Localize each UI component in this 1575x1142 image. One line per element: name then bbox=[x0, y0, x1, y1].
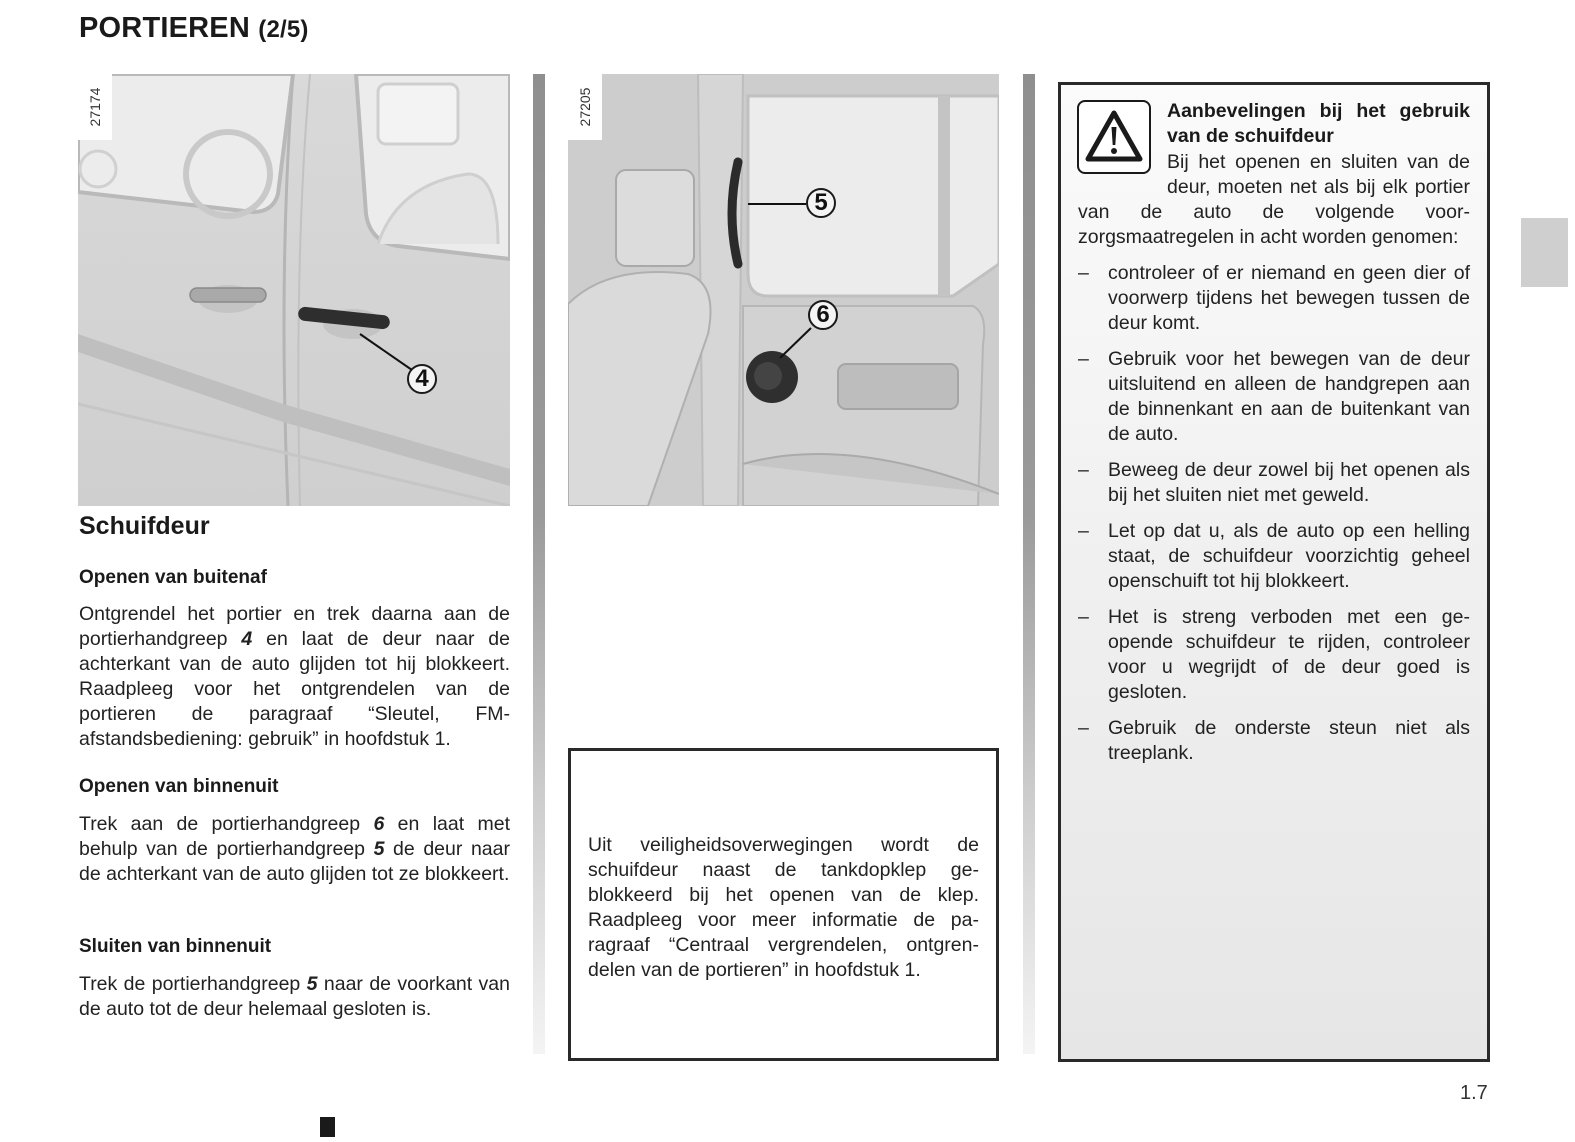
page-indicator: (2/5) bbox=[258, 16, 309, 43]
warning-title: Aanbevelingen bij het gebruik van de schuifdeur bbox=[1167, 100, 1470, 147]
paragraph-open-outside: Ontgrendel het portier en trek daarna aan de portierhandgreep 4 en laat de deur naar de achterkant van de auto glijden tot hij blokkeert. Raadpleeg voor het ontgrendelen van de portieren de paragraaf “Sleutel, FM-afstandsbediening: gebruik” in hoofdstuk 1. bbox=[79, 603, 510, 750]
column-separator bbox=[1023, 74, 1035, 1054]
warning-box bbox=[1058, 82, 1490, 1062]
paragraph-close-inside: Trek de portierhandgreep 5 naar de voorkant van de auto tot de deur helemaal gesloten is. bbox=[79, 973, 511, 1020]
warning-item: – Gebruik de onderste steun niet als treeplank. bbox=[1078, 717, 1470, 764]
figure-exterior-door bbox=[78, 74, 510, 506]
page-end-marker bbox=[320, 1117, 335, 1137]
figure-interior-door bbox=[568, 74, 999, 506]
callout-4: 4 bbox=[407, 364, 437, 394]
page-title-text: PORTIEREN bbox=[79, 12, 250, 44]
warning-item: – Let op dat u, als de auto op een helling staat, de schuifdeur voorzichtig geheel openschuift tot hij blokkeert. bbox=[1078, 520, 1470, 592]
figure-id-label: 27174 bbox=[78, 74, 112, 140]
chapter-tab-marker bbox=[1521, 218, 1568, 287]
ref-handle-5: 5 bbox=[306, 973, 318, 995]
page-title bbox=[79, 12, 309, 45]
page-number: 1.7 bbox=[1460, 1082, 1488, 1104]
callout-6: 6 bbox=[808, 300, 838, 330]
paragraph-open-inside: Trek aan de portierhandgreep 6 en laat met behulp van de portierhandgreep 5 de deur naar de achterkant van de auto glijden tot ze blokkeert. bbox=[79, 813, 511, 885]
figure-id-label: 27205 bbox=[568, 74, 602, 140]
warning-list bbox=[1078, 261, 1470, 766]
warning-item: – controleer of er niemand en geen dier of voorwerp tijdens het bewegen tussen de deur komt. bbox=[1078, 262, 1470, 334]
column-separator bbox=[533, 74, 545, 1054]
warning-item: – Beweeg de deur zowel bij het openen als bij het sluiten niet met geweld. bbox=[1078, 459, 1470, 506]
warning-intro: Bij het openen en sluiten van de deur, moeten net als bij elk portier van de auto de volgende voorzorgsmaatregelen in acht worden genomen: bbox=[1078, 151, 1470, 248]
warning-item: – Het is streng verboden met een geopende schuifdeur te rijden, controleer voor u wegrijdt of de deur goed is gesloten. bbox=[1078, 606, 1470, 703]
section-heading: Schuifdeur bbox=[79, 512, 210, 540]
warning-item: – Gebruik voor het bewegen van de deur uitsluitend en alleen de handgrepen aan de binnenkant en aan de buitenkant van de auto. bbox=[1078, 348, 1470, 445]
car-exterior-illustration bbox=[78, 74, 510, 506]
subsection-heading-outside: Openen van buitenaf bbox=[79, 567, 267, 588]
note-box bbox=[568, 748, 999, 1061]
subsection-heading-inside-close: Sluiten van binnenuit bbox=[79, 936, 272, 957]
callout-5: 5 bbox=[806, 188, 836, 218]
subsection-heading-inside-open: Openen van binnenuit bbox=[79, 776, 279, 797]
ref-handle-5: 5 bbox=[373, 838, 385, 860]
warning-triangle-icon bbox=[1077, 100, 1151, 174]
car-interior-illustration bbox=[568, 74, 999, 506]
note-text: Uit veiligheidsoverwegingen wordt de schuifdeur naast de tankdopklep geblokkeerd bij het openen van de klep. Raadpleeg voor meer informatie de paragraaf “Centraal vergrendelen, ontgrendelen van de portieren” in hoofdstuk 1. bbox=[588, 833, 979, 981]
ref-handle-6: 6 bbox=[373, 813, 385, 835]
ref-handle-4: 4 bbox=[241, 628, 253, 650]
